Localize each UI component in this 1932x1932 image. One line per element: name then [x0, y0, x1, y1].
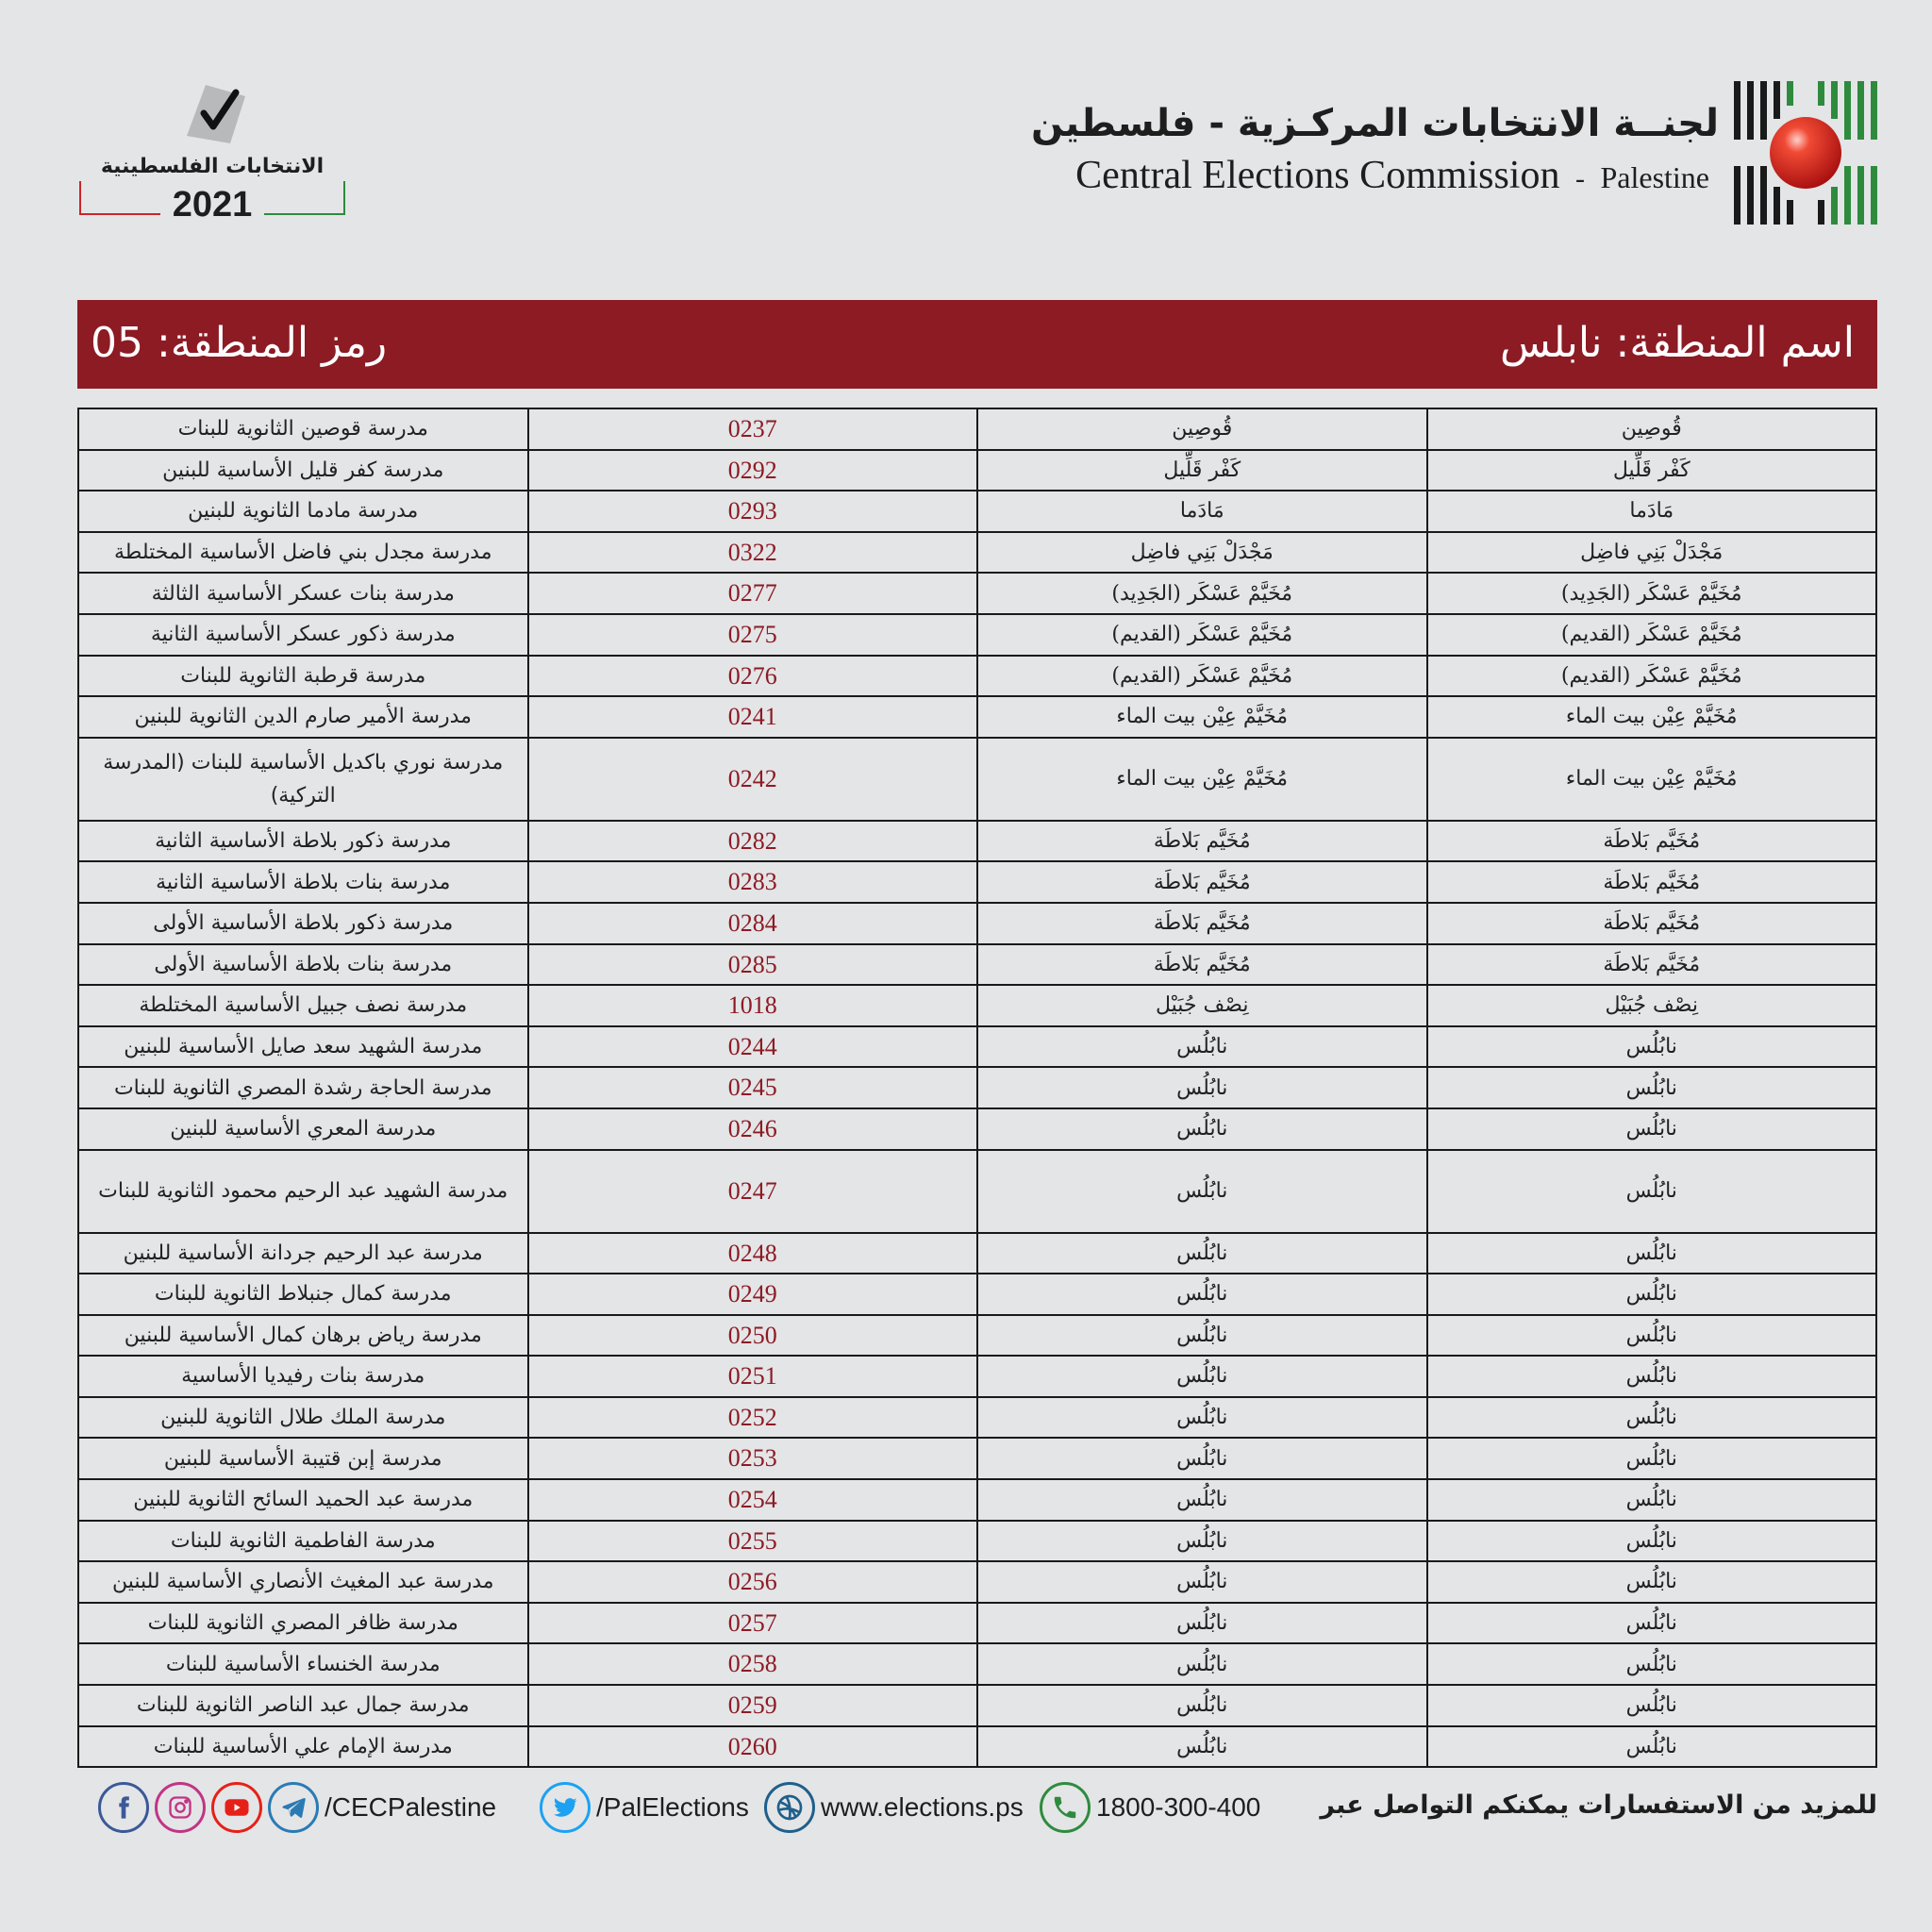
school-name-cell: مدرسة بنات بلاطة الأساسية الثانية	[78, 861, 528, 903]
area-cell: نابُلُس	[977, 1561, 1427, 1603]
table-row	[78, 1150, 1876, 1233]
station-code-cell: 0247	[528, 1150, 978, 1233]
area-cell: نابُلُس	[977, 1397, 1427, 1439]
org-title-english	[1075, 153, 1709, 198]
contact-text: للمزيد من الاستفسارات يمكنكم التواصل عبر	[1320, 1790, 1877, 1820]
locality-cell: قُوصِين	[1427, 408, 1877, 450]
school-name-cell: مدرسة ذكور بلاطة الأساسية الأولى	[78, 903, 528, 944]
area-cell: مُخَيَّمْ عَسْكَر (القديم)	[977, 656, 1427, 697]
locality-cell: نابُلُس	[1427, 1026, 1877, 1068]
station-code-cell: 0322	[528, 532, 978, 574]
school-name-cell: مدرسة عبد المغيث الأنصاري الأساسية للبنين	[78, 1561, 528, 1603]
station-code-cell: 0285	[528, 944, 978, 986]
locality-cell: نابُلُس	[1427, 1603, 1877, 1644]
phone-contact[interactable]	[1040, 1779, 1260, 1836]
table-row	[78, 1315, 1876, 1357]
school-name-cell: مدرسة الشهيد عبد الرحيم محمود الثانوية للبنات	[78, 1150, 528, 1233]
region-name: اسم المنطقة: نابلس	[1499, 319, 1855, 367]
station-code-cell: 0293	[528, 491, 978, 532]
locality-cell: مُخَيَّمْ عَسْكَر (القديم)	[1427, 656, 1877, 697]
area-cell: نابُلُس	[977, 1438, 1427, 1479]
phone-icon	[1040, 1782, 1091, 1833]
station-code-cell: 0245	[528, 1067, 978, 1108]
area-cell: مُخَيَّم بَلاطَة	[977, 903, 1427, 944]
area-cell: نابُلُس	[977, 1315, 1427, 1357]
school-name-cell: مدرسة ذكور عسكر الأساسية الثانية	[78, 614, 528, 656]
area-cell: مُخَيَّمْ عِيْن بيت الماء	[977, 738, 1427, 821]
table-body	[78, 408, 1876, 1767]
locality-cell: مُخَيَّم بَلاطَة	[1427, 944, 1877, 986]
school-name-cell: مدرسة نصف جبيل الأساسية المختلطة	[78, 985, 528, 1026]
ballot-check-icon	[177, 79, 253, 145]
locality-cell: نابُلُس	[1427, 1315, 1877, 1357]
area-cell: نابُلُس	[977, 1726, 1427, 1768]
table-row	[78, 1643, 1876, 1685]
table-row	[78, 985, 1876, 1026]
table-row	[78, 861, 1876, 903]
area-cell: مُخَيَّم بَلاطَة	[977, 861, 1427, 903]
station-code-cell: 1018	[528, 985, 978, 1026]
area-cell: نابُلُس	[977, 1274, 1427, 1315]
area-cell: نابُلُس	[977, 1643, 1427, 1685]
area-cell: مَادَما	[977, 491, 1427, 532]
table-row	[78, 408, 1876, 450]
station-code-cell: 0292	[528, 450, 978, 491]
table-row	[78, 821, 1876, 862]
area-cell: مُخَيَّم بَلاطَة	[977, 821, 1427, 862]
cec-logo	[1734, 81, 1877, 225]
station-code-cell: 0259	[528, 1685, 978, 1726]
table-row	[78, 1685, 1876, 1726]
school-name-cell: مدرسة قوصين الثانوية للبنات	[78, 408, 528, 450]
area-cell: مُخَيَّم بَلاطَة	[977, 944, 1427, 986]
station-code-cell: 0277	[528, 573, 978, 614]
table-row	[78, 1438, 1876, 1479]
social-handle: /CECPalestine	[325, 1792, 497, 1822]
org-country: Palestine	[1600, 160, 1709, 194]
school-name-cell: مدرسة مجدل بني فاضل الأساسية المختلطة	[78, 532, 528, 574]
area-cell: مَجْدَلْ بَنِي فاضِل	[977, 532, 1427, 574]
school-name-cell: مدرسة المعري الأساسية للبنين	[78, 1108, 528, 1150]
social-links	[98, 1779, 496, 1836]
station-code-cell: 0252	[528, 1397, 978, 1439]
station-code-cell: 0283	[528, 861, 978, 903]
school-name-cell: مدرسة الحاجة رشدة المصري الثانوية للبنات	[78, 1067, 528, 1108]
table-row	[78, 656, 1876, 697]
telegram-icon[interactable]	[268, 1782, 319, 1833]
station-code-cell: 0256	[528, 1561, 978, 1603]
locality-cell: نِصْف جُبَيْل	[1427, 985, 1877, 1026]
locality-cell: مُخَيَّم بَلاطَة	[1427, 821, 1877, 862]
locality-cell: مُخَيَّم بَلاطَة	[1427, 861, 1877, 903]
school-name-cell: مدرسة كفر قليل الأساسية للبنين	[78, 450, 528, 491]
locality-cell: مُخَيَّمْ عِيْن بيت الماء	[1427, 696, 1877, 738]
school-name-cell: مدرسة رياض برهان كمال الأساسية للبنين	[78, 1315, 528, 1357]
area-cell: نابُلُس	[977, 1026, 1427, 1068]
school-name-cell: مدرسة الأمير صارم الدين الثانوية للبنين	[78, 696, 528, 738]
area-cell: مُخَيَّمْ عِيْن بيت الماء	[977, 696, 1427, 738]
area-cell: نابُلُس	[977, 1603, 1427, 1644]
twitter-handle: /PalElections	[596, 1792, 749, 1822]
station-code-cell: 0249	[528, 1274, 978, 1315]
locality-cell: مُخَيَّمْ عَسْكَر (الجَدِيد)	[1427, 573, 1877, 614]
area-cell: نابُلُس	[977, 1108, 1427, 1150]
locality-cell: نابُلُس	[1427, 1397, 1877, 1439]
locality-cell: نابُلُس	[1427, 1726, 1877, 1768]
station-code-cell: 0242	[528, 738, 978, 821]
footer	[0, 1774, 1932, 1845]
area-cell: نابُلُس	[977, 1356, 1427, 1397]
station-code-cell: 0253	[528, 1438, 978, 1479]
locality-cell: نابُلُس	[1427, 1521, 1877, 1562]
school-name-cell: مدرسة بنات بلاطة الأساسية الأولى	[78, 944, 528, 986]
station-code-cell: 0237	[528, 408, 978, 450]
station-code-cell: 0282	[528, 821, 978, 862]
station-code-cell: 0275	[528, 614, 978, 656]
school-name-cell: مدرسة ظافر المصري الثانوية للبنات	[78, 1603, 528, 1644]
area-cell: قُوصِين	[977, 408, 1427, 450]
area-cell: نابُلُس	[977, 1150, 1427, 1233]
facebook-icon[interactable]	[98, 1782, 149, 1833]
area-cell: نِصْف جُبَيْل	[977, 985, 1427, 1026]
locality-cell: نابُلُس	[1427, 1108, 1877, 1150]
locality-cell: مُخَيَّمْ عِيْن بيت الماء	[1427, 738, 1877, 821]
school-name-cell: مدرسة بنات رفيديا الأساسية	[78, 1356, 528, 1397]
table-row	[78, 1397, 1876, 1439]
table-row	[78, 1067, 1876, 1108]
table-row	[78, 738, 1876, 821]
table-row	[78, 1521, 1876, 1562]
table-row	[78, 491, 1876, 532]
instagram-icon[interactable]	[155, 1782, 206, 1833]
area-cell: نابُلُس	[977, 1233, 1427, 1274]
station-code-cell: 0257	[528, 1603, 978, 1644]
locality-cell: مُخَيَّمْ عَسْكَر (القديم)	[1427, 614, 1877, 656]
school-name-cell: مدرسة جمال عبد الناصر الثانوية للبنات	[78, 1685, 528, 1726]
school-name-cell: مدرسة قرطبة الثانوية للبنات	[78, 656, 528, 697]
station-code-cell: 0248	[528, 1233, 978, 1274]
org-title-arabic: لجنــة الانتخابات المركـزية - فلسطين	[1030, 102, 1719, 145]
website-url: www.elections.ps	[821, 1792, 1024, 1822]
locality-cell: نابُلُس	[1427, 1067, 1877, 1108]
station-code-cell: 0260	[528, 1726, 978, 1768]
locality-cell: نابُلُس	[1427, 1561, 1877, 1603]
phone-number: 1800-300-400	[1096, 1792, 1261, 1822]
locality-cell: مَجْدَلْ بَنِي فاضِل	[1427, 532, 1877, 574]
youtube-icon[interactable]	[211, 1782, 262, 1833]
org-separator: -	[1574, 163, 1585, 194]
station-code-cell: 0246	[528, 1108, 978, 1150]
locality-cell: نابُلُس	[1427, 1233, 1877, 1274]
polling-stations-table	[77, 408, 1877, 1768]
area-cell: نابُلُس	[977, 1521, 1427, 1562]
table-row	[78, 1726, 1876, 1768]
area-cell: كَفْر قَلِّيل	[977, 450, 1427, 491]
locality-cell: نابُلُس	[1427, 1643, 1877, 1685]
area-cell: نابُلُس	[977, 1067, 1427, 1108]
school-name-cell: مدرسة الفاطمية الثانوية للبنات	[78, 1521, 528, 1562]
station-code-cell: 0284	[528, 903, 978, 944]
locality-cell: نابُلُس	[1427, 1479, 1877, 1521]
table-row	[78, 1026, 1876, 1068]
table-row	[78, 1561, 1876, 1603]
school-name-cell: مدرسة الخنساء الأساسية للبنات	[78, 1643, 528, 1685]
table-row	[78, 1233, 1876, 1274]
school-name-cell: مدرسة كمال جنبلاط الثانوية للبنات	[78, 1274, 528, 1315]
table-row	[78, 1356, 1876, 1397]
header	[0, 0, 1932, 264]
school-name-cell: مدرسة عبد الرحيم جردانة الأساسية للبنين	[78, 1233, 528, 1274]
area-cell: نابُلُس	[977, 1685, 1427, 1726]
org-name-en: Central Elections Commission	[1075, 154, 1560, 197]
school-name-cell: مدرسة نوري باكديل الأساسية للبنات (المدرسة التركية)	[78, 738, 528, 821]
station-code-cell: 0251	[528, 1356, 978, 1397]
school-name-cell: مدرسة ذكور بلاطة الأساسية الثانية	[78, 821, 528, 862]
table-row	[78, 696, 1876, 738]
locality-cell: مَادَما	[1427, 491, 1877, 532]
area-cell: نابُلُس	[977, 1479, 1427, 1521]
website-link[interactable]	[764, 1779, 1024, 1836]
school-name-cell: مدرسة الإمام علي الأساسية للبنات	[78, 1726, 528, 1768]
table-row	[78, 1603, 1876, 1644]
elections-year: 2021	[172, 185, 253, 225]
school-name-cell: مدرسة عبد الحميد السائح الثانوية للبنين	[78, 1479, 528, 1521]
locality-cell: نابُلُس	[1427, 1685, 1877, 1726]
locality-cell: كَفْر قَلِّيل	[1427, 450, 1877, 491]
locality-cell: نابُلُس	[1427, 1438, 1877, 1479]
locality-cell: نابُلُس	[1427, 1274, 1877, 1315]
table-row	[78, 614, 1876, 656]
table-row	[78, 944, 1876, 986]
station-code-cell: 0276	[528, 656, 978, 697]
school-name-cell: مدرسة الشهيد سعد صايل الأساسية للبنين	[78, 1026, 528, 1068]
station-code-cell: 0244	[528, 1026, 978, 1068]
station-code-cell: 0254	[528, 1479, 978, 1521]
elections-title: الانتخابات الفلسطينية	[100, 155, 325, 178]
table-row	[78, 1108, 1876, 1150]
web-icon	[764, 1782, 815, 1833]
locality-cell: نابُلُس	[1427, 1356, 1877, 1397]
station-code-cell: 0255	[528, 1521, 978, 1562]
twitter-link[interactable]	[540, 1779, 749, 1836]
locality-cell: نابُلُس	[1427, 1150, 1877, 1233]
school-name-cell: مدرسة الملك طلال الثانوية للبنين	[78, 1397, 528, 1439]
table-row	[78, 450, 1876, 491]
twitter-icon	[540, 1782, 591, 1833]
station-code-cell: 0258	[528, 1643, 978, 1685]
area-cell: مُخَيَّمْ عَسْكَر (الجَدِيد)	[977, 573, 1427, 614]
school-name-cell: مدرسة إبن قتيبة الأساسية للبنين	[78, 1438, 528, 1479]
table-row	[78, 573, 1876, 614]
elections-2021-logo	[75, 79, 349, 225]
table-row	[78, 1479, 1876, 1521]
station-code-cell: 0241	[528, 696, 978, 738]
table-row	[78, 903, 1876, 944]
table-row	[78, 532, 1876, 574]
locality-cell: مُخَيَّم بَلاطَة	[1427, 903, 1877, 944]
station-code-cell: 0250	[528, 1315, 978, 1357]
area-cell: مُخَيَّمْ عَسْكَر (القديم)	[977, 614, 1427, 656]
region-code: رمز المنطقة: 05	[91, 319, 388, 367]
table-row	[78, 1274, 1876, 1315]
school-name-cell: مدرسة بنات عسكر الأساسية الثالثة	[78, 573, 528, 614]
school-name-cell: مدرسة مادما الثانوية للبنين	[78, 491, 528, 532]
region-bar	[77, 300, 1877, 389]
